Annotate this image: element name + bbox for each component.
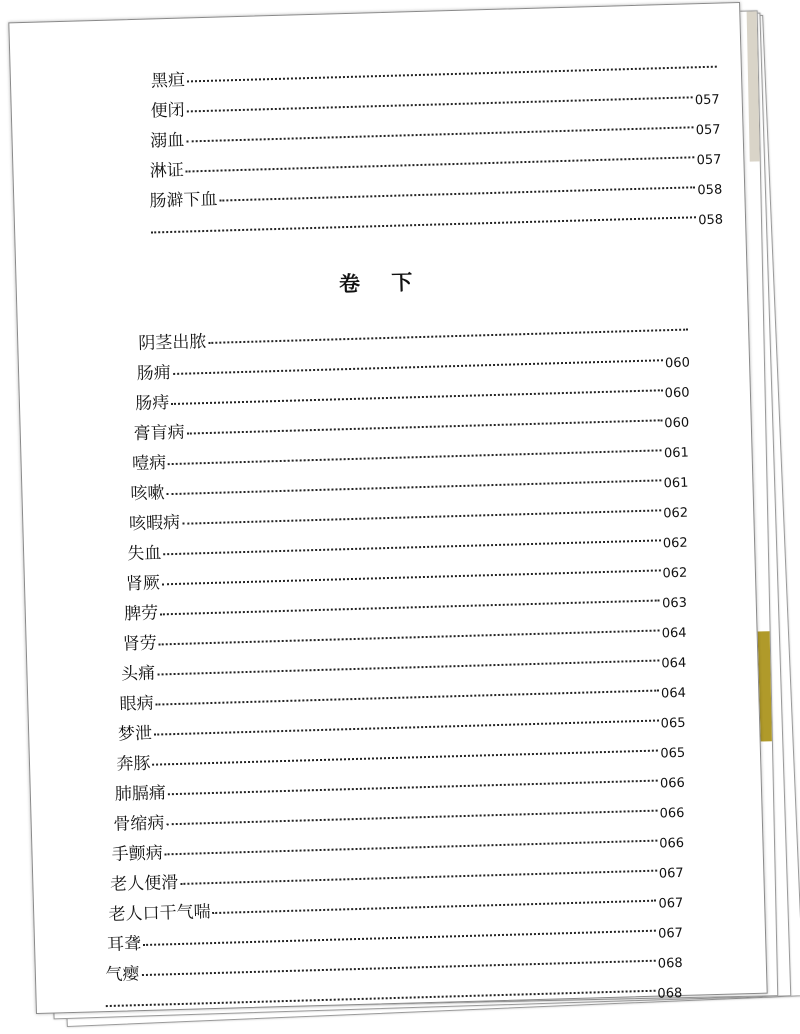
toc-page [8, 2, 767, 1014]
toc-leader-dots [213, 900, 657, 914]
toc-entry-title: 脾劳 [123, 602, 159, 624]
sheet-accent-strip [747, 11, 760, 161]
toc-entry-page-number: 058 [697, 182, 723, 198]
toc-entry-title: 咳嗽 [130, 482, 165, 504]
toc-entry-title: 黑疸 [150, 70, 186, 91]
toc-entry-page-number: 067 [657, 925, 684, 942]
toc-entry-title: 阴茎出脓 [138, 331, 207, 354]
toc-entry-title: 老人口干气喘 [108, 901, 211, 925]
section-heading: 卷 下 [338, 268, 425, 297]
toc-entry-title: 肾劳 [122, 633, 157, 654]
toc-entry-title: 噎病 [131, 452, 167, 474]
toc-leader-dots [151, 216, 696, 233]
toc-entry-title: 奔豚 [116, 753, 151, 775]
toc-entry-page-number: 066 [659, 775, 685, 792]
toc-entry-title: 失血 [127, 542, 162, 564]
toc-entry-title: 气瘿 [105, 963, 140, 985]
toc-entry-title: 溺血 [149, 130, 185, 151]
toc-entry-title: 肠澼下血 [149, 189, 218, 212]
toc-entry-page-number: 065 [660, 745, 686, 761]
toc-entry-title: 梦泄 [117, 723, 153, 745]
toc-entry-page-number: 062 [663, 505, 689, 521]
toc-entry-title: 老人便滑 [109, 872, 179, 895]
toc-entry-title: 眼病 [119, 693, 154, 715]
toc-entry-page-number: 057 [695, 122, 721, 138]
toc-entry-page-number: 062 [662, 565, 688, 581]
toc-entry-title: 肠痈 [136, 362, 172, 384]
toc-entry-title: 淋证 [149, 160, 185, 182]
toc-entry-title: 耳聋 [106, 933, 142, 955]
toc-entry-title: 膏肓病 [133, 422, 185, 444]
toc-entry-page-number: 066 [659, 835, 685, 852]
toc-entry-page-number: 058 [698, 212, 724, 228]
toc-entry-page-number: 062 [662, 535, 688, 551]
toc-entry-title: 头痛 [120, 663, 156, 685]
toc-entry-page-number: 065 [660, 715, 686, 731]
toc-entry-title: 便闭 [150, 100, 185, 121]
toc-entry-title: 咳暇病 [128, 512, 181, 534]
toc-entry-page-number: 066 [659, 805, 685, 822]
toc-content [9, 3, 766, 1013]
toc-entry-title: 骨缩病 [113, 812, 165, 835]
toc-entry-page-number: 068 [657, 985, 683, 1002]
toc-entry-page-number: 064 [661, 655, 687, 671]
toc-entry-page-number: 060 [664, 385, 690, 401]
toc-entry-page-number: 061 [663, 445, 689, 461]
toc-entry-page-number: 068 [657, 955, 683, 972]
toc-entry-title: 手颤病 [111, 842, 164, 865]
toc-entry-page-number: 061 [663, 475, 689, 491]
toc-entry-page-number: 067 [658, 895, 684, 912]
toc-entry-page-number: 057 [694, 92, 720, 108]
toc-entry-page-number: 064 [660, 685, 687, 701]
toc-entry-page-number: 057 [696, 152, 722, 168]
toc-entry-title: 肺膈痛 [114, 782, 167, 805]
toc-entry-page-number: 064 [661, 625, 687, 641]
toc-entry-title: 肾厥 [125, 572, 161, 594]
toc-entry-page-number: 063 [661, 595, 688, 611]
toc-entry-page-number: 067 [658, 865, 684, 882]
toc-entry-page-number: 060 [664, 415, 690, 431]
toc-entry-title: 肠痔 [134, 392, 170, 414]
toc-entry-page-number: 060 [664, 355, 691, 371]
